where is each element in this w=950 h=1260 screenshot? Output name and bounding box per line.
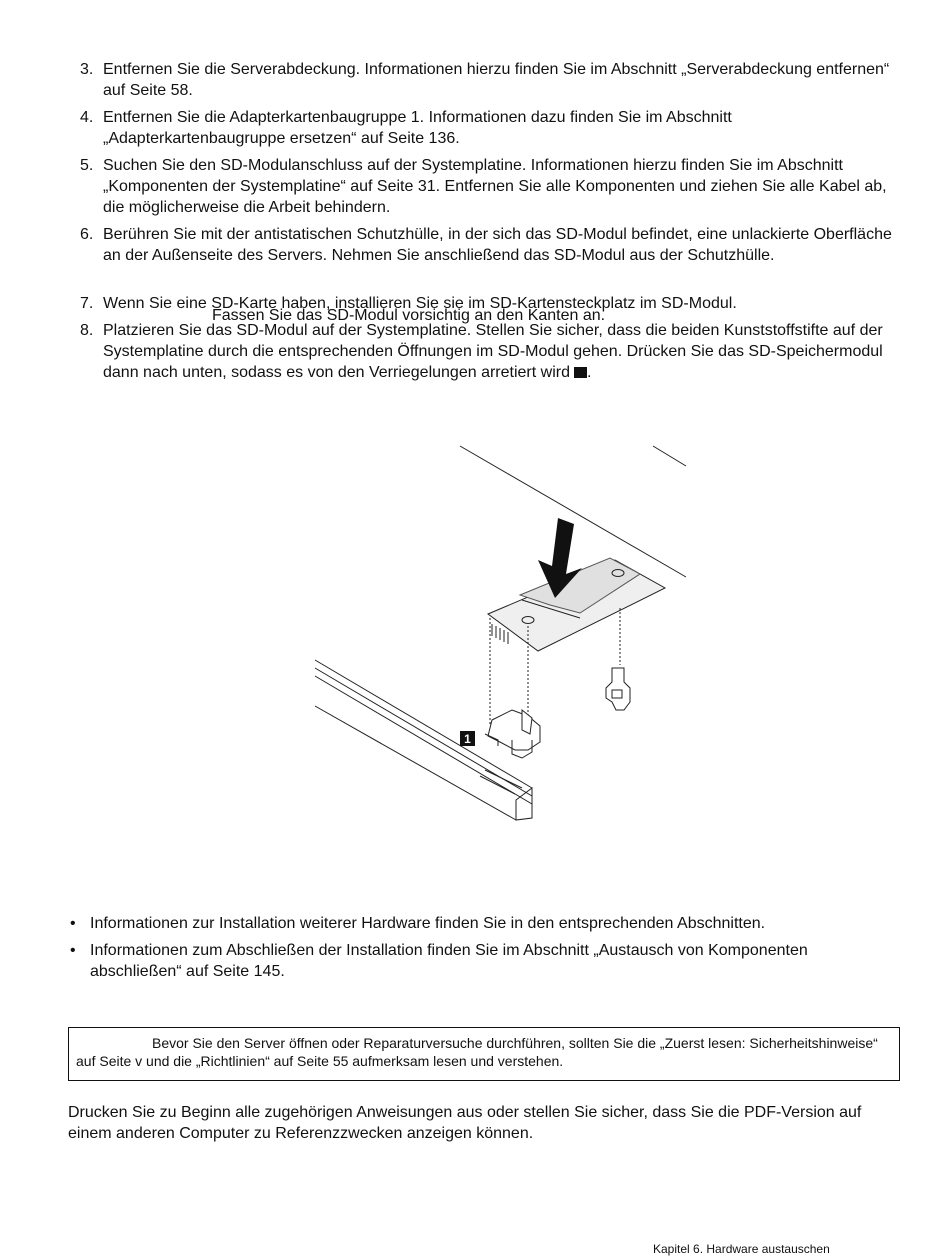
attention-box [68, 1027, 900, 1081]
step-item [80, 59, 910, 101]
callout-number: 1 [464, 732, 471, 746]
step-text: Berühren Sie mit der antistatischen Schutzhülle, in der sich das SD-Modul befindet, eine unlackierte Oberfläche an der Außenseite des Servers. Nehmen Sie anschließend das SD-Modul aus der Schutzhülle. [103, 226, 892, 264]
plastic-standoff [606, 668, 630, 710]
bullet-item [68, 940, 898, 982]
bullet-list [68, 913, 898, 988]
steps-list [80, 59, 910, 389]
bullet-item [68, 913, 898, 934]
step-text: Entfernen Sie die Serverabdeckung. Informationen hierzu finden Sie im Abschnitt „Serverabdeckung entfernen“ auf Seite 58. [103, 61, 890, 99]
step-item [80, 155, 910, 218]
intro-paragraph: Drucken Sie zu Beginn alle zugehörigen Anweisungen aus oder stellen Sie sicher, dass Sie die PDF-Version auf einem anderen Computer zu Referenzzwecken anzeigen können. [68, 1104, 862, 1142]
step-item [80, 224, 910, 266]
slot-rail-end [516, 788, 532, 820]
callout-square-icon [574, 367, 587, 378]
slot-rail-groove [480, 770, 522, 794]
bullet-text: Informationen zum Abschließen der Installation finden Sie im Abschnitt „Austausch von Komponenten abschließen“ auf Seite 145. [90, 942, 808, 980]
bullet-symbol: • [70, 942, 76, 959]
step-text: Entfernen Sie die Adapterkartenbaugruppe 1. Informationen dazu finden Sie im Abschnitt „Adapterkartenbaugruppe ersetzen“ auf Seite 136. [103, 109, 732, 147]
bullet-symbol: • [70, 915, 76, 932]
bullet-text: Informationen zur Installation weiterer Hardware finden Sie in den entsprechenden Abschnitten. [90, 915, 766, 932]
step-item: 8. Platzieren Sie das SD-Modul auf der Systemplatine. Stellen Sie sicher, dass die beiden Kunststoffstifte auf der Systemplatine durch die entsprechenden Öffnungen im SD-Modul gehen. Drücken Sie das SD-Speichermodul dann nach unten, sodass es von den Verriegelungen arretiert wird . [80, 322, 883, 381]
step-text: Wenn Sie eine SD-Karte haben, installieren Sie sie im SD-Kartensteckplatz im SD-Modul. [103, 295, 737, 312]
page-footer: Kapitel 6. Hardware austauschen [653, 1242, 830, 1256]
board-edge-line [460, 446, 686, 577]
step-number: 6. [80, 226, 94, 243]
step-item [80, 107, 910, 149]
attention-text: Bevor Sie den Server öffnen oder Reparaturversuche durchführen, sollten Sie die „Zuerst lesen: Sicherheitshinweise“ auf Seite v und die „Richtlinien“ auf Seite 55 aufmerksam lesen und verstehen. [76, 1035, 878, 1069]
step-number: 7. [80, 295, 94, 312]
step-number: 8. [80, 322, 94, 339]
board-edge-line [653, 446, 686, 466]
handling-note: Fassen Sie das SD-Modul vorsichtig an den Kanten an. [212, 307, 606, 324]
sd-module-installation-figure [300, 440, 700, 825]
step-number: 4. [80, 109, 94, 126]
step-number: 5. [80, 157, 94, 174]
step-text: Suchen Sie den SD-Modulanschluss auf der Systemplatine. Informationen hierzu finden Sie im Abschnitt „Komponenten der Systemplatine“ auf Seite 31. Entfernen Sie alle Komponenten und ziehen Sie alle Kabel ab, die möglicherweise die Arbeit behindern. [103, 157, 887, 216]
step-number: 3. [80, 61, 94, 78]
step-text: Platzieren Sie das SD-Modul auf der Systemplatine. Stellen Sie sicher, dass die beiden Kunststoffstifte auf der Systemplatine durch die entsprechenden Öffnungen im SD-Modul gehen. Drücken Sie das SD-Speichermodul dann nach unten, sodass es von den Verriegelungen arretiert wird [103, 322, 883, 381]
